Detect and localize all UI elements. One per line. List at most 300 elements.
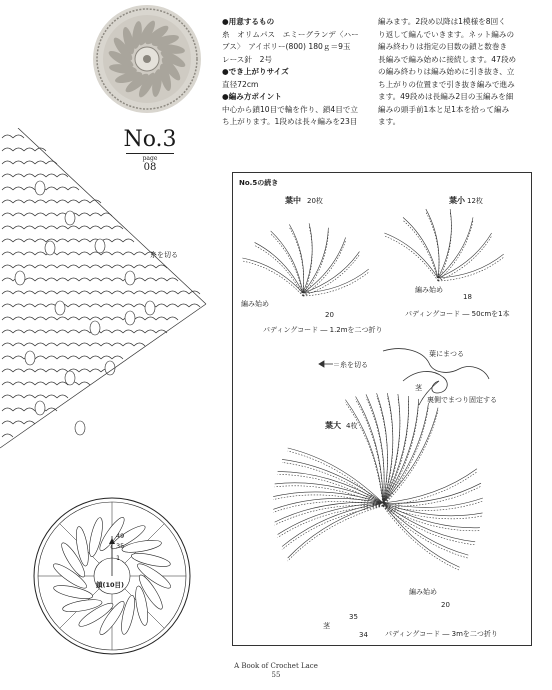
mesh-arc <box>79 304 90 307</box>
diagram-petal <box>130 551 171 569</box>
method-line-9: ます。 <box>378 117 401 126</box>
mesh-arc <box>35 226 46 229</box>
leaf-vein <box>275 483 383 503</box>
mesh-arc <box>13 213 24 216</box>
mesh-arc <box>123 304 134 307</box>
mesh-arc <box>35 330 46 333</box>
mesh-arc <box>101 343 112 346</box>
stem-large-label: 茎 <box>323 622 330 630</box>
points-heading: ●編み方ポイント <box>222 92 282 101</box>
leaf-vein <box>383 396 409 503</box>
mesh-arc <box>145 265 156 268</box>
mesh-arc <box>79 330 90 333</box>
mesh-arc <box>79 356 90 359</box>
mesh-arc <box>90 356 101 359</box>
mesh-arc <box>79 265 90 268</box>
mesh-arc <box>35 278 46 281</box>
mesh-arc <box>2 369 13 372</box>
sew-leaf-label: 葉にまつる <box>429 350 464 358</box>
leaf-stitches <box>403 220 438 281</box>
mesh-arc <box>156 304 167 307</box>
mesh-arc <box>68 200 79 203</box>
mesh-arc <box>90 304 101 307</box>
mesh-arc <box>57 356 68 359</box>
leaf-stitches <box>275 486 383 506</box>
shell-stitch <box>125 271 135 285</box>
mesh-arc <box>90 265 101 268</box>
mesh-arc <box>145 291 156 294</box>
mesh-arc <box>90 226 101 229</box>
mesh-arc <box>2 291 13 294</box>
shell-stitch <box>95 239 105 253</box>
diagram-petal <box>87 517 105 558</box>
shell-stitch <box>65 211 75 225</box>
mesh-arc <box>13 408 24 411</box>
crochet-chart-left <box>0 128 212 470</box>
mesh-arc <box>90 291 101 294</box>
mesh-arc <box>24 200 35 203</box>
leaf-large-title: 葉大 <box>325 421 341 430</box>
label-35: 35 <box>116 542 125 550</box>
leaf-vein <box>438 233 492 278</box>
mesh-arc <box>13 343 24 346</box>
thread-cut-label: 糸を切る <box>150 251 178 259</box>
mesh-arc <box>13 135 24 138</box>
mesh-arc <box>90 213 101 216</box>
leaf-stitches <box>438 220 473 281</box>
page-ref-number: 08 <box>143 162 157 173</box>
mesh-arc <box>2 278 13 281</box>
mesh-arc <box>156 317 167 320</box>
mesh-arc <box>68 304 79 307</box>
mesh-arc <box>46 382 57 385</box>
method-text <box>378 16 528 129</box>
mesh-arc <box>2 187 13 190</box>
yarn-line: 糸 オリムパス エミーグランデ〈ハー <box>222 29 359 39</box>
mesh-arc <box>35 356 46 359</box>
size-heading: ●でき上がりサイズ <box>222 67 289 76</box>
mesh-arc <box>24 239 35 242</box>
yarn-line-2: ブス〉 アイボリー(800) 180ｇ＝9玉 <box>222 42 351 51</box>
mesh-arc <box>57 265 68 268</box>
mesh-arc <box>68 187 79 190</box>
mesh-arc <box>123 252 134 255</box>
mesh-arc <box>24 395 35 398</box>
page-footer <box>0 662 552 680</box>
mesh-arc <box>112 226 123 229</box>
size-line: 直径72cm <box>222 79 259 89</box>
mesh-arc <box>79 382 90 385</box>
mesh-arc <box>13 291 24 294</box>
mesh-arc <box>156 278 167 281</box>
mesh-arc <box>156 291 167 294</box>
mesh-arc <box>101 278 112 281</box>
shell-stitch <box>55 301 65 315</box>
mesh-arc <box>13 356 24 359</box>
mesh-arc <box>79 226 90 229</box>
leaf-stitches <box>426 212 439 281</box>
materials-section <box>222 16 372 129</box>
pattern-title <box>120 128 180 173</box>
diagram-petal <box>53 583 94 601</box>
leaf-medium-count: 20枚 <box>307 197 323 205</box>
mesh-arc <box>2 252 13 255</box>
mesh-arc <box>35 161 46 164</box>
mesh-arc <box>46 395 57 398</box>
mesh-arc <box>13 226 24 229</box>
label-1: 1 <box>116 554 121 562</box>
mesh-arc <box>167 304 178 307</box>
leaf-vein <box>383 469 477 503</box>
mesh-arc <box>24 252 35 255</box>
mesh-arc <box>57 343 68 346</box>
mesh-arc <box>2 213 13 216</box>
mesh-arc <box>2 434 13 437</box>
mesh-arc <box>57 395 68 398</box>
book-title: A Book of Crochet Lace <box>234 662 318 670</box>
mesh-arc <box>134 317 145 320</box>
mesh-arc <box>134 291 145 294</box>
mesh-arc <box>13 330 24 333</box>
mesh-arc <box>2 226 13 229</box>
cord-medium: パディングコード ― 1.2mを二つ折り <box>263 326 383 334</box>
num-34: 34 <box>359 631 368 639</box>
mesh-arc <box>101 356 112 359</box>
mesh-arc <box>68 239 79 242</box>
mesh-arc <box>57 174 68 177</box>
mesh-arc <box>57 291 68 294</box>
mesh-arc <box>13 382 24 385</box>
mesh-arc <box>13 317 24 320</box>
mesh-arc <box>24 343 35 346</box>
mesh-arc <box>24 421 35 424</box>
mesh-arc <box>167 291 178 294</box>
method-line-8: 編みの頭手前1本と足1本を拾って編み <box>378 104 510 114</box>
title-rule <box>126 153 174 154</box>
leaf-vein <box>273 492 383 503</box>
center-chain-label: 鎖(10目) <box>96 581 124 589</box>
leaf-stitches <box>383 406 429 506</box>
mesh-arc <box>79 369 90 372</box>
leaf-vein <box>383 498 483 507</box>
mesh-arc <box>2 408 13 411</box>
mesh-arc <box>2 135 13 138</box>
mesh-arc <box>145 278 156 281</box>
mesh-arc <box>46 265 57 268</box>
mesh-arc <box>35 369 46 372</box>
mesh-arc <box>123 265 134 268</box>
mesh-arc <box>35 265 46 268</box>
mesh-arc <box>101 317 112 320</box>
mesh-arc <box>57 226 68 229</box>
needle-line: レース針 2号 <box>222 54 273 64</box>
leaf-vein <box>383 503 483 516</box>
mesh-arc <box>68 343 79 346</box>
method-line-5: の編み終わりは編み始めに引き抜き、立 <box>378 67 515 76</box>
num-35: 35 <box>349 613 358 621</box>
mesh-arc <box>123 239 134 242</box>
mesh-arc <box>2 382 13 385</box>
continuation-heading: No.5の続き <box>239 179 279 187</box>
mesh-arc <box>112 239 123 242</box>
shell-stitch <box>35 181 45 195</box>
mesh-arc <box>101 252 112 255</box>
mesh-arc <box>24 304 35 307</box>
mesh-arc <box>79 213 90 216</box>
page-word: page <box>142 155 158 162</box>
mesh-arc <box>2 421 13 424</box>
mesh-arc <box>90 343 101 346</box>
mesh-arc <box>24 161 35 164</box>
page-number: 55 <box>271 671 281 679</box>
mesh-arc <box>57 317 68 320</box>
mesh-arc <box>112 304 123 307</box>
mesh-arc <box>101 291 112 294</box>
leaf-vein <box>383 399 419 503</box>
mesh-arc <box>112 265 123 268</box>
leaf-vein <box>384 233 438 278</box>
mesh-arc <box>90 317 101 320</box>
mesh-arc <box>24 382 35 385</box>
mesh-arc <box>24 278 35 281</box>
mesh-arc <box>46 369 57 372</box>
doily-photo <box>92 4 202 114</box>
mesh-arc <box>2 395 13 398</box>
mesh-arc <box>13 395 24 398</box>
continuation-frame <box>232 172 532 646</box>
method-line-7: ます。49段めは長編み2目の玉編みを細 <box>378 92 514 101</box>
mesh-arc <box>134 330 145 333</box>
mesh-arc <box>46 343 57 346</box>
materials-heading: ●用意するもの <box>222 17 275 26</box>
shell-stitch <box>45 241 55 255</box>
mesh-arc <box>68 252 79 255</box>
stem-small-label: 茎 <box>415 384 422 392</box>
mesh-arc <box>13 148 24 151</box>
points-line-1: 中心から鎖10目で輪を作り、鎖4目で立 <box>222 104 358 114</box>
mesh-arc <box>24 187 35 190</box>
num-18: 18 <box>463 293 472 301</box>
mesh-arc <box>2 330 13 333</box>
mesh-arc <box>13 239 24 242</box>
mesh-arc <box>112 330 123 333</box>
mesh-arc <box>167 317 178 320</box>
mesh-arc <box>2 304 13 307</box>
leaf-vein <box>438 209 451 278</box>
mesh-arc <box>46 226 57 229</box>
mesh-arc <box>46 291 57 294</box>
method-line-4: 長編みで編み始めに接続します。47段め <box>378 54 517 64</box>
mesh-arc <box>68 330 79 333</box>
mesh-arc <box>90 369 101 372</box>
mesh-arc <box>112 252 123 255</box>
mesh-arc <box>35 382 46 385</box>
mesh-arc <box>68 226 79 229</box>
mesh-arc <box>2 317 13 320</box>
shell-stitch <box>25 351 35 365</box>
mesh-arc <box>112 317 123 320</box>
mesh-arc <box>13 174 24 177</box>
mesh-arc <box>2 343 13 346</box>
mesh-arc <box>79 291 90 294</box>
mesh-arc <box>79 252 90 255</box>
mesh-arc <box>13 187 24 190</box>
mesh-arc <box>46 330 57 333</box>
mesh-arc <box>35 304 46 307</box>
mesh-arc <box>2 161 13 164</box>
leaf-stitches <box>384 236 438 281</box>
leaf-medium-title: 葉中 <box>285 196 301 205</box>
mesh-arc <box>35 252 46 255</box>
shell-stitch <box>15 271 25 285</box>
back-fix-label: 裏側でまつり固定する <box>427 396 497 404</box>
mesh-arc <box>79 239 90 242</box>
mesh-arc <box>68 291 79 294</box>
cord-small: パディングコード ― 50cmを1本 <box>405 310 510 318</box>
leaf-vein <box>426 209 439 278</box>
mesh-arc <box>178 291 189 294</box>
pattern-number: No.3 <box>123 127 177 152</box>
mesh-arc <box>145 330 156 333</box>
mesh-arc <box>57 239 68 242</box>
mesh-arc <box>68 265 79 268</box>
mesh-arc <box>134 304 145 307</box>
mesh-arc <box>178 304 189 307</box>
cord-large: パディングコード ― 3mを二つ折り <box>385 630 498 638</box>
shell-stitch <box>35 401 45 415</box>
mesh-arc <box>24 174 35 177</box>
mesh-arc <box>46 200 57 203</box>
mesh-arc <box>79 317 90 320</box>
mesh-arc <box>2 148 13 151</box>
legend-thread-cut: ＝糸を切る <box>333 361 368 369</box>
start-label-medium: 編み始め <box>241 300 269 308</box>
mesh-arc <box>57 278 68 281</box>
mesh-arc <box>13 200 24 203</box>
label-49: 49 <box>116 532 125 540</box>
mesh-arc <box>24 226 35 229</box>
method-line-1: 編みます。2段め以降は1模様を8回く <box>378 17 506 26</box>
mesh-arc <box>24 265 35 268</box>
shell-stitch <box>145 301 155 315</box>
shell-stitch <box>125 311 135 325</box>
leaf-stitches <box>383 399 409 506</box>
mesh-arc <box>112 291 123 294</box>
circular-diagram <box>32 496 192 656</box>
leaf-large-count: 4枚 <box>346 422 358 430</box>
mesh-arc <box>13 265 24 268</box>
mesh-arc <box>189 304 200 307</box>
shell-stitch <box>90 321 100 335</box>
mesh-arc <box>2 174 13 177</box>
mesh-arc <box>123 330 134 333</box>
mesh-arc <box>13 421 24 424</box>
mesh-arc <box>46 213 57 216</box>
mesh-arc <box>57 252 68 255</box>
mesh-arc <box>46 174 57 177</box>
mesh-arc <box>79 278 90 281</box>
mesh-arc <box>35 343 46 346</box>
mesh-arc <box>24 291 35 294</box>
mesh-arc <box>2 356 13 359</box>
mesh-arc <box>13 161 24 164</box>
mesh-arc <box>101 226 112 229</box>
shell-stitch <box>65 371 75 385</box>
mesh-arc <box>101 304 112 307</box>
mesh-arc <box>46 317 57 320</box>
mesh-arc <box>24 330 35 333</box>
leaf-vein <box>383 503 475 542</box>
mesh-arc <box>112 356 123 359</box>
mesh-arc <box>79 200 90 203</box>
mesh-arc <box>46 187 57 190</box>
leaf-small-title: 葉小 <box>449 196 465 205</box>
mesh-arc <box>101 265 112 268</box>
mesh-arc <box>68 278 79 281</box>
leaf-vein <box>282 503 383 547</box>
mesh-arc <box>35 200 46 203</box>
mesh-arc <box>35 395 46 398</box>
mesh-arc <box>123 343 134 346</box>
mesh-arc <box>57 187 68 190</box>
shell-stitch <box>75 421 85 435</box>
mesh-arc <box>134 252 145 255</box>
mesh-arc <box>24 148 35 151</box>
mesh-arc <box>68 356 79 359</box>
mesh-arc <box>35 213 46 216</box>
mesh-arc <box>145 317 156 320</box>
leaf-stitches <box>383 506 480 531</box>
start-label-small: 編み始め <box>415 286 443 294</box>
start-label-large: 編み始め <box>409 588 437 596</box>
mesh-arc <box>35 291 46 294</box>
mesh-arc <box>24 369 35 372</box>
mesh-arc <box>2 239 13 242</box>
num-20-medium: 20 <box>325 311 334 319</box>
mesh-arc <box>35 239 46 242</box>
mesh-arc <box>13 252 24 255</box>
points-line-2: ち上がります。1段めは長々編みを23目 <box>222 117 358 126</box>
num-20-large: 20 <box>441 601 450 609</box>
mesh-arc <box>112 278 123 281</box>
leaf-small-count: 12枚 <box>467 197 483 205</box>
mesh-arc <box>79 343 90 346</box>
mesh-arc <box>112 343 123 346</box>
mesh-arc <box>35 317 46 320</box>
mesh-arc <box>24 317 35 320</box>
mesh-arc <box>13 304 24 307</box>
mesh-arc <box>68 317 79 320</box>
mesh-arc <box>90 278 101 281</box>
mesh-arc <box>57 200 68 203</box>
mesh-arc <box>57 369 68 372</box>
mesh-arc <box>156 265 167 268</box>
method-line-2: り返して編んでいきます。ネット編みの <box>378 29 515 39</box>
mesh-arc <box>134 343 145 346</box>
mesh-arc <box>167 278 178 281</box>
mesh-arc <box>35 174 46 177</box>
leaf-vein <box>383 393 393 503</box>
mesh-arc <box>24 408 35 411</box>
mesh-arc <box>46 278 57 281</box>
mesh-arc <box>134 278 145 281</box>
mesh-arc <box>2 200 13 203</box>
mesh-arc <box>57 330 68 333</box>
mesh-arc <box>101 330 112 333</box>
method-line-6: ち上がりの位置まで引き抜き編みで進み <box>378 79 515 89</box>
mesh-arc <box>134 265 145 268</box>
shell-stitch <box>105 361 115 375</box>
